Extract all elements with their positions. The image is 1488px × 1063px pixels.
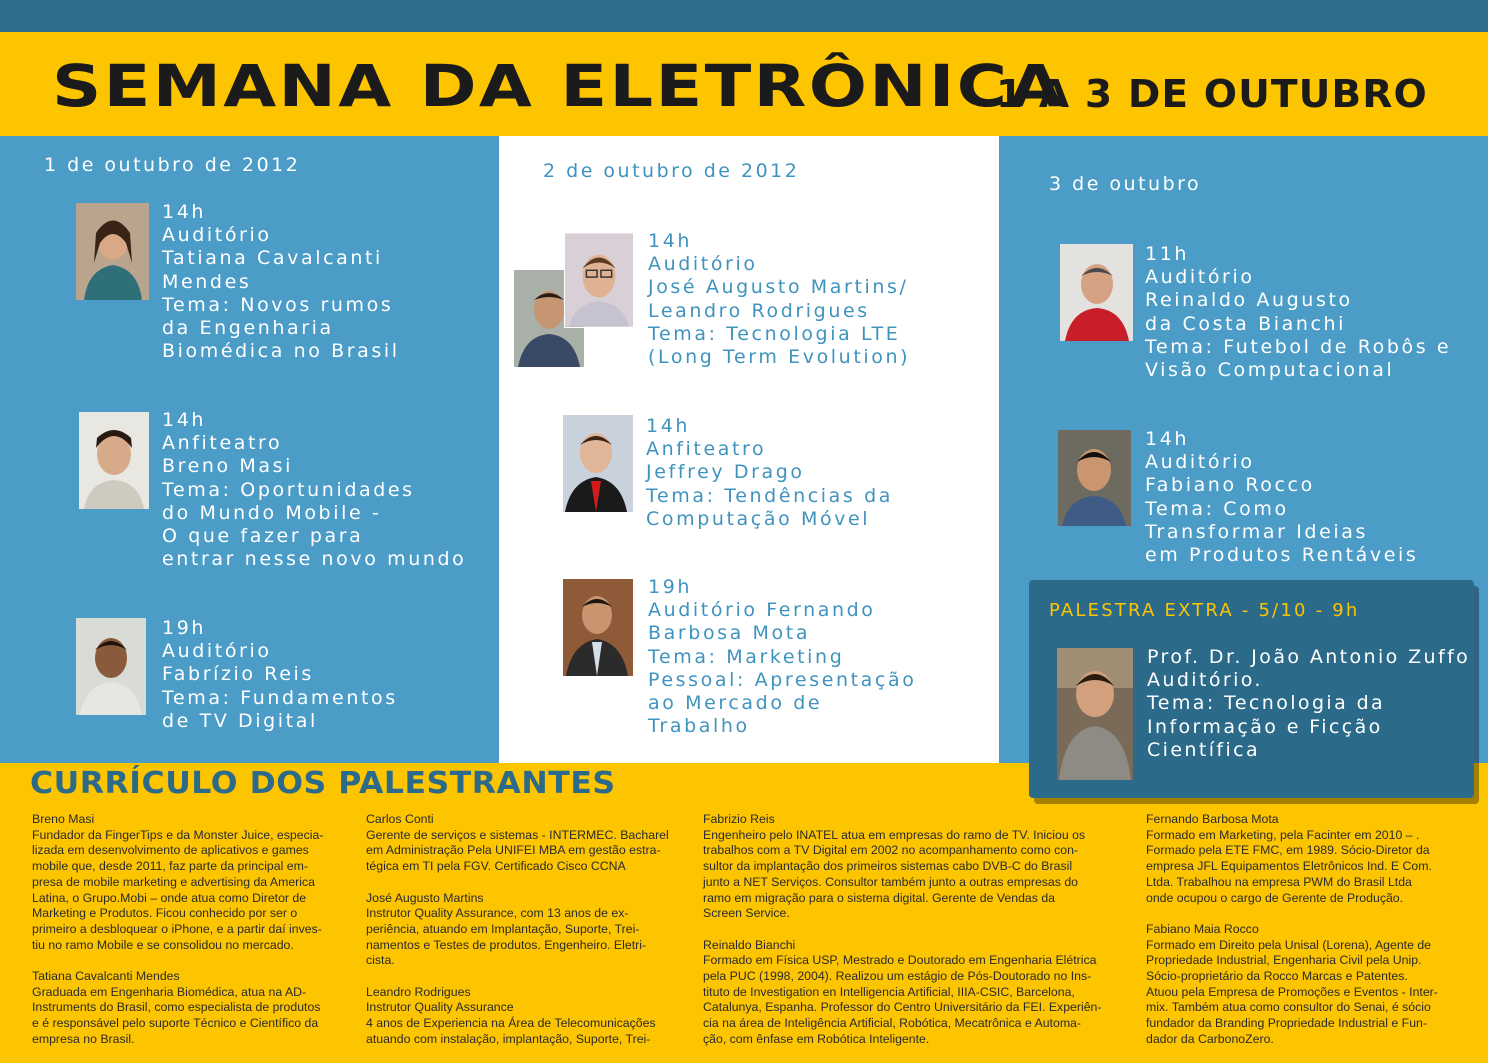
speaker-bio-line: periência, atuando em Implantação, Suporte, Trei- xyxy=(366,921,640,936)
speaker-bio-line: fundador da Branding Propriedade Industrial e Fun- xyxy=(1146,1016,1427,1031)
talk-2-2: 14h Anfiteatro Jeffrey Drago Tema: Tendências da Computação Móvel xyxy=(646,415,893,530)
speaker-bio-name: Fabrizio Reis xyxy=(703,812,775,826)
speaker-bio-line: Marketing e Produtos. Ficou conhecido por ser o xyxy=(32,906,298,921)
talk-3-1: 11h Auditório Reinaldo Augusto da Costa Bianchi Tema: Futebol de Robôs e Visão Computacional xyxy=(1145,243,1452,382)
speaker-bio-line: sultor da implantação dos primeiros sistemas cabo DVB-C do Brasil xyxy=(703,859,1073,874)
talk-1-1: 14h Auditório Tatiana Cavalcanti Mendes Tema: Novos rumos da Engenharia Biomédica no Brasil xyxy=(162,201,400,363)
speaker-photo-tatiana xyxy=(76,203,149,300)
speaker-bio-line: Atuou pela Empresa de Promoções e Eventos - Inter- xyxy=(1146,984,1438,999)
speaker-bio-line: Formado pela ETE FMC, em 1989. Sócio-Diretor da xyxy=(1146,843,1430,858)
curriculum-column-1 xyxy=(32,812,352,1063)
speaker-bio-line: dador da CarbonoZero. xyxy=(1146,1031,1274,1046)
speaker-bio-line: 4 anos de Experiencia na Área de Telecomunicações xyxy=(366,1016,656,1031)
speaker-bio-line: Latina, o Grupo.Mobi – onde atua como Diretor de xyxy=(32,890,307,905)
speaker-photo-jose-augusto xyxy=(564,232,634,328)
speaker-bio-line: Catalunya, Espanha. Professor do Centro Universitário da FEI. Experiên- xyxy=(703,1000,1102,1015)
speaker-bio-line: primeiro a desbloquear o iPhone, e a partir daí inves- xyxy=(32,921,322,936)
speaker-bio-line: junto a NET Serviços. Consultor também junto a outras empresas do xyxy=(703,874,1079,889)
talk-2-3: 19h Auditório Fernando Barbosa Mota Tema: Marketing Pessoal: Apresentação ao Mercado de Trabalho xyxy=(648,576,917,738)
speaker-bio-name: Fabiano Maia Rocco xyxy=(1146,921,1259,936)
speaker-photo-fernando xyxy=(563,579,633,676)
extra-talk-box xyxy=(1029,580,1474,798)
speaker-bio-line: em Administração Pela UNIFEI MBA em gestão estra- xyxy=(366,843,661,858)
speaker-bio-name: Breno Masi xyxy=(32,812,95,826)
speaker-bio-name: Fernando Barbosa Mota xyxy=(1146,812,1279,826)
top-bar xyxy=(0,0,1488,32)
speaker-bio-line: empresa JFL Equipamentos Eletrônicos Ind. E Com. xyxy=(1146,859,1432,874)
day-date: 1 de outubro de 2012 xyxy=(44,154,301,176)
talk-1-2: 14h Anfiteatro Breno Masi Tema: Oportunidades do Mundo Mobile - O que fazer para entrar nesse novo mundo xyxy=(162,409,467,571)
speaker-bio-name: José Augusto Martins xyxy=(366,890,484,905)
speaker-photo-fabiano xyxy=(1058,430,1131,526)
speaker-bio-line: ramo em migração para o sistema digital. Gerente de Vendas da xyxy=(703,890,1056,905)
day-column-2 xyxy=(499,136,999,763)
talk-1-3: 19h Auditório Fabrízio Reis Tema: Fundamentos de TV Digital xyxy=(162,617,398,732)
speaker-bio xyxy=(366,812,686,875)
speaker-bio-line: Instrutor Quality Assurance, com 13 anos de ex- xyxy=(366,906,629,921)
speaker-photo-reinaldo xyxy=(1060,244,1133,341)
speaker-bio-line: Sócio-proprietário da Rocco Marcas e Patentes. xyxy=(1146,969,1408,984)
speaker-bio-line: mobile que, desde 2011, faz parte da principal em- xyxy=(32,859,308,874)
speaker-bio-line: cista. xyxy=(366,953,395,968)
speaker-bio xyxy=(32,812,352,953)
speaker-bio-line: tiu no ramo Mobile e se consolidou no mercado. xyxy=(32,937,294,952)
speaker-bio-line: Gerente de serviços e sistemas - INTERMEC. Bacharel xyxy=(366,827,669,842)
speaker-bio-line: Fundador da FingerTips e da Monster Juice, especia- xyxy=(32,827,324,842)
speaker-bio-line: Ltda. Trabalhou na empresa PWM do Brasil Ltda xyxy=(1146,874,1412,889)
day-date: 2 de outubro de 2012 xyxy=(543,160,800,182)
curriculum-column-3 xyxy=(703,812,1129,1063)
speaker-bio xyxy=(1146,812,1458,906)
curriculum-column-2 xyxy=(366,812,686,1063)
speaker-bio-line: Instruments do Brasil, como especialista de produtos xyxy=(32,1000,321,1015)
speaker-bio-name: Leandro Rodrigues xyxy=(366,984,471,999)
extra-talk-details: Prof. Dr. João Antonio Zuffo Auditório. Tema: Tecnologia da Informação e Ficção Científica xyxy=(1147,646,1471,761)
speaker-bio-line: namentos e Testes de produtos. Engenheiro. Eletri- xyxy=(366,937,647,952)
speaker-photo-zuffo xyxy=(1057,648,1133,780)
speaker-photo-jeffrey xyxy=(563,415,633,512)
speaker-bio-line: Screen Service. xyxy=(703,906,790,921)
day-date: 3 de outubro xyxy=(1049,173,1202,195)
speaker-photo-breno xyxy=(79,412,149,509)
speaker-bio-line: e é responsável pelo suporte Técnico e Científico da xyxy=(32,1016,319,1031)
speaker-photo-fabrizio xyxy=(76,618,146,715)
curriculum-column-4 xyxy=(1146,812,1458,1063)
speaker-bio-line: presa de mobile marketing e advertising da America xyxy=(32,874,315,889)
header xyxy=(0,32,1488,136)
extra-talk-title: PALESTRA EXTRA - 5/10 - 9h xyxy=(1049,600,1360,621)
day-column-1 xyxy=(0,136,499,763)
speaker-bio xyxy=(32,969,352,1048)
speaker-bio-line: tégica em TI pela FGV. Certificado Cisco CCNA xyxy=(366,859,626,874)
curriculum-title: CURRÍCULO DOS PALESTRANTES xyxy=(30,766,616,801)
speaker-bio-line: pela PUC (1998, 2004). Realizou um estágio de Pós-Doutorado no Ins- xyxy=(703,969,1092,984)
speaker-bio-line: Graduada em Engenharia Biomédica, atua na AD- xyxy=(32,984,307,999)
speaker-bio xyxy=(703,812,1129,922)
speaker-bio-line: Formado em Marketing, pela Facinter em 2010 – . xyxy=(1146,827,1420,842)
speaker-bio xyxy=(703,938,1129,1048)
talk-2-1: 14h Auditório José Augusto Martins/ Leandro Rodrigues Tema: Tecnologia LTE (Long Term Evolution) xyxy=(648,230,911,369)
speaker-bio-line: onde ocupou o cargo de Gerente de Produção. xyxy=(1146,890,1404,905)
speaker-bio-line: Engenheiro pelo INATEL atua em empresas do ramo de TV. Iniciou os xyxy=(703,827,1086,842)
speaker-bio-line: Formado em Direito pela Unisal (Lorena), Agente de xyxy=(1146,937,1432,952)
speaker-bio xyxy=(1146,922,1458,1048)
talk-3-2: 14h Auditório Fabiano Rocco Tema: Como Transformar Ideias em Produtos Rentáveis xyxy=(1145,428,1419,567)
event-title: SEMANA DA ELETRÔNICA xyxy=(52,52,1065,120)
speaker-bio-line: tituto de Investigation en Intelligencia Artificial, IIIA-CSIC, Barcelona, xyxy=(703,984,1075,999)
speaker-bio-line: Formado em Física USP, Mestrado e Doutorado em Engenharia Elétrica xyxy=(703,953,1097,968)
speaker-bio-name: Carlos Conti xyxy=(366,812,434,826)
speaker-bio-line: lizada em desenvolvimento de aplicativos e games xyxy=(32,843,309,858)
speaker-bio xyxy=(366,985,686,1048)
speaker-bio-line: empresa no Brasil. xyxy=(32,1031,135,1046)
speaker-bio-line: atuando com instalação, implantação, Suporte, Trei- xyxy=(366,1031,651,1046)
speaker-bio-line: mix. Também atua como consultor do Senai, é sócio xyxy=(1146,1000,1431,1015)
speaker-bio xyxy=(366,891,686,970)
speaker-bio-line: Propriedade Industrial, Engenharia Civil pela Unip. xyxy=(1146,953,1422,968)
speaker-bio-line: ção, com ênfase em Robótica Inteligente. xyxy=(703,1031,930,1046)
speaker-bio-line: cia na área de Inteligência Artificial, Robótica, Mecatrônica e Automa- xyxy=(703,1016,1081,1031)
speaker-bio-line: Instrutor Quality Assurance xyxy=(366,1000,514,1015)
speaker-bio-name: Tatiana Cavalcanti Mendes xyxy=(32,969,180,984)
speaker-bio-name: Reinaldo Bianchi xyxy=(703,937,796,952)
speaker-bio-line: trabalhos com a TV Digital em 2002 no acompanhamento como con- xyxy=(703,843,1079,858)
event-dates: 1 A 3 DE OUTUBRO xyxy=(996,72,1428,116)
